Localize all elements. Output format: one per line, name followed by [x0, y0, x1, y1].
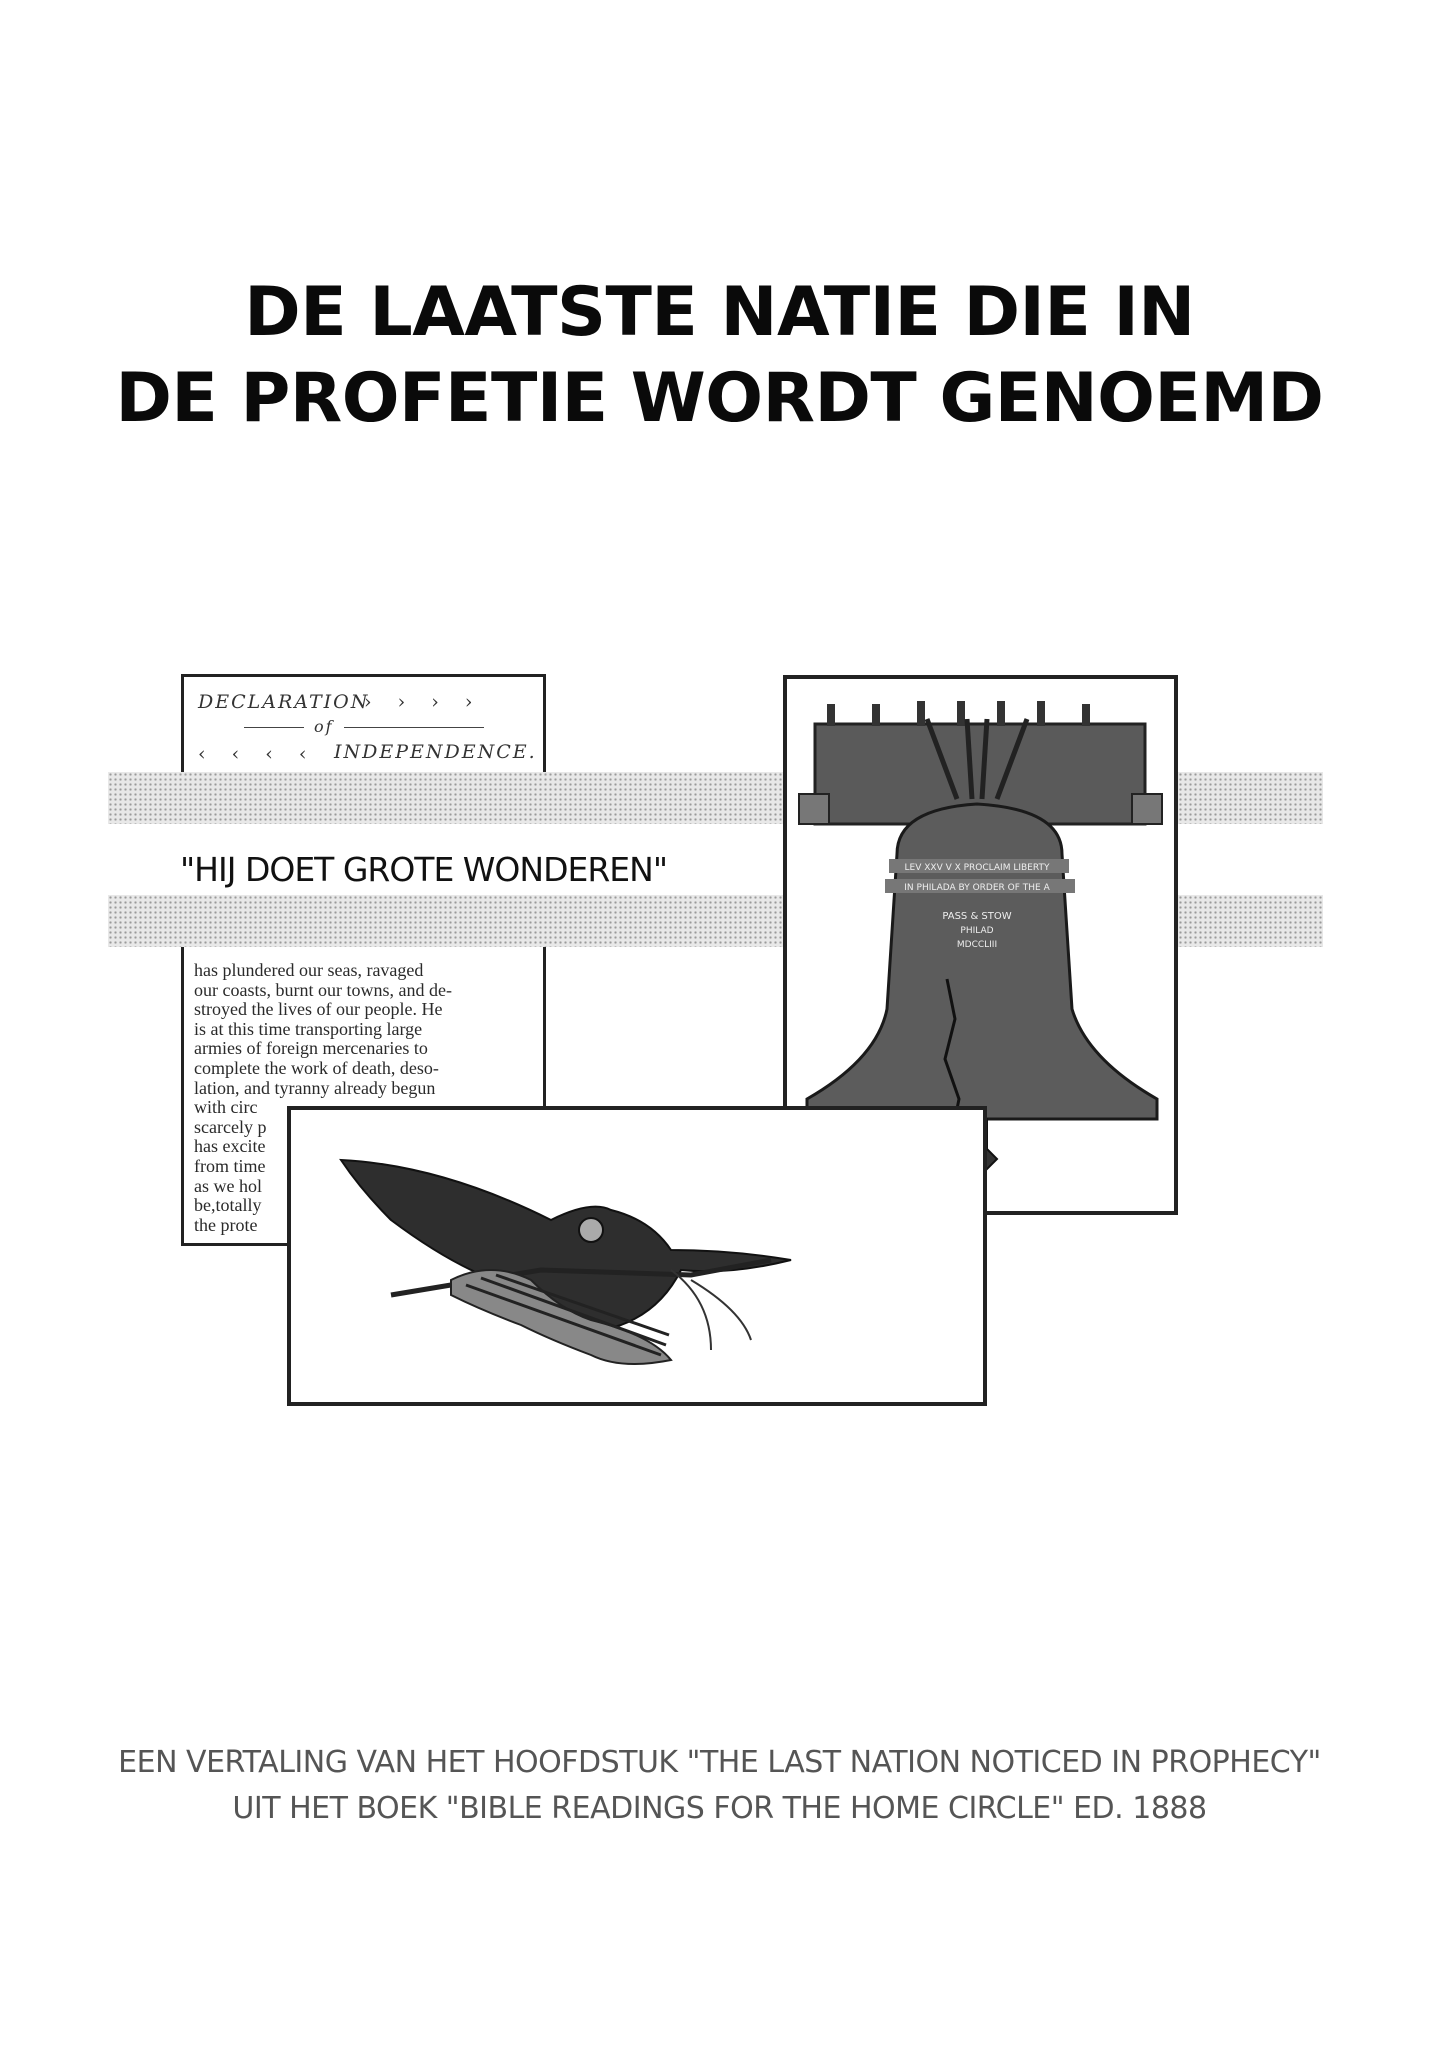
- yoke-end-right: [1132, 794, 1162, 824]
- text-line: is at this time transporting large: [194, 1019, 423, 1039]
- subtitle-line-2: UIT HET BOEK "BIBLE READINGS FOR THE HOME CIRCLE" ED. 1888: [232, 1791, 1207, 1826]
- text-line: the prote: [194, 1215, 258, 1235]
- text-line: from time: [194, 1156, 266, 1176]
- ornament-icon-2: ‹ ‹ ‹ ‹: [198, 743, 317, 765]
- subtitle-line-1: EEN VERTALING VAN HET HOOFDSTUK "THE LAST NATION NOTICED IN PROPHECY": [118, 1745, 1321, 1780]
- eagle-with-flag-icon: [291, 1110, 983, 1402]
- text-line: with circ: [194, 1098, 258, 1118]
- flag-tassels: [671, 1270, 751, 1350]
- declaration-of: of: [314, 717, 334, 736]
- text-line: has plundered our seas, ravaged: [194, 961, 424, 980]
- bell-inscription-2: IN PHILADA BY ORDER OF THE A: [904, 883, 1050, 893]
- ornament-rule-left: [244, 727, 304, 728]
- text-line: armies of foreign mercenaries to: [194, 1039, 428, 1059]
- text-line: as we hol: [194, 1176, 262, 1196]
- bell-body: [807, 804, 1157, 1119]
- declaration-heading: DECLARATION: [198, 691, 370, 713]
- text-line: be,totally: [194, 1196, 262, 1216]
- eagle-frame: [287, 1106, 987, 1406]
- text-line: stroyed the lives of our people. He: [194, 1000, 443, 1020]
- text-line: lation, and tyranny already begun: [194, 1078, 436, 1098]
- declaration-independence: INDEPENDENCE.: [334, 741, 537, 763]
- text-line: complete the work of death, deso-: [194, 1058, 439, 1078]
- bell-inscription-4: PHILAD: [960, 926, 994, 936]
- eagle-body-wings: [341, 1160, 791, 1333]
- text-line: our coasts, burnt our towns, and de-: [194, 980, 452, 1000]
- ornament-rule-right: [344, 727, 484, 728]
- text-line: has excite: [194, 1137, 266, 1157]
- bell-inscription-5: MDCCLIII: [956, 940, 998, 950]
- eagle-head: [579, 1218, 603, 1242]
- bell-inscription-3: PASS & STOW: [942, 911, 1012, 922]
- banner-text: "HIJ DOET GROTE WONDEREN": [180, 850, 667, 889]
- yoke-bolts: [827, 701, 1090, 726]
- bell-inscription-1: LEV XXV V X PROCLAIM LIBERTY: [904, 863, 1050, 873]
- title-line-1: DE LAATSTE NATIE DIE IN: [244, 273, 1195, 352]
- title-line-2: DE PROFETIE WORDT GENOEMD: [115, 359, 1324, 438]
- ornament-icon: › › › ›: [364, 691, 483, 713]
- subtitle: [0, 1740, 1439, 1832]
- text-line: scarcely p: [194, 1117, 267, 1137]
- yoke-end-left: [799, 794, 829, 824]
